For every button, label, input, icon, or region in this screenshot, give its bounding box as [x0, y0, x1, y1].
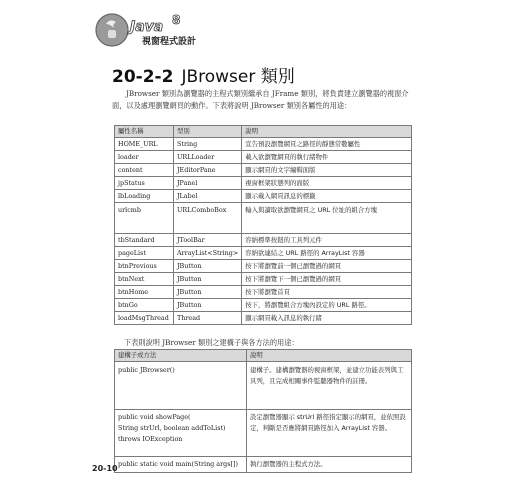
attr-name: urlcmb	[115, 203, 174, 234]
table-row	[115, 312, 412, 325]
attr-type: JPanel	[174, 177, 242, 190]
table-row	[115, 247, 412, 260]
attr-type: JButton	[174, 286, 242, 299]
method-desc: 設定瀏覽器顯示 strUrl 路徑指定顯示的網頁，並依照設定，判斷是否應將網頁路徑加入 ArrayList 容器。	[247, 410, 412, 457]
attr-name: pageList	[115, 247, 174, 260]
attr-desc: 顯示網頁載入訊息的執行緒	[242, 312, 412, 325]
attr-type: ArrayList<String>	[174, 247, 242, 260]
table-row	[115, 362, 412, 410]
section-title: JBrowser 類別	[181, 67, 295, 87]
attr-name: loader	[115, 151, 174, 164]
header-cell: 說明	[242, 126, 412, 138]
attr-type: String	[174, 138, 242, 151]
book-series-logo	[92, 10, 232, 50]
attr-type: JButton	[174, 299, 242, 312]
attr-name: tbStandard	[115, 234, 174, 247]
attr-type: URLComboBox	[174, 203, 242, 234]
method-signature: public JBrowser()	[115, 362, 247, 410]
page-number: 20-10	[92, 464, 118, 473]
table-row	[115, 273, 412, 286]
table-row	[115, 286, 412, 299]
table-row	[115, 410, 412, 457]
table-header-row	[115, 126, 412, 138]
attr-desc: 顯示載入網頁訊息的標籤	[242, 190, 412, 203]
method-desc: 執行瀏覽器的主程式方法。	[247, 457, 412, 473]
attributes-table	[114, 125, 412, 325]
attr-type: JEditorPane	[174, 164, 242, 177]
table-row	[115, 260, 412, 273]
attr-type: JButton	[174, 273, 242, 286]
table-row	[115, 457, 412, 473]
attr-type: Thread	[174, 312, 242, 325]
logo-version: 8	[172, 13, 181, 27]
attr-desc: 載入欲瀏覽網頁的執行緒物件	[242, 151, 412, 164]
intro-paragraph: JBrowser 類別為瀏覽器的主程式類別繼承自 JFrame 類別，將負責建立瀏覽器的視窗介面，以及處理瀏覽網頁的動作。下表將說明 JBrowser 類別各屬性的用途：	[112, 89, 409, 110]
logo-brand: Java	[130, 19, 164, 35]
attr-name: loadMsgThread	[115, 312, 174, 325]
attr-desc: 容納欲連結之 URL 路徑的 ArrayList 容器	[242, 247, 412, 260]
attr-type: JButton	[174, 260, 242, 273]
method-desc: 建構子。建構瀏覽器的視窗框架，並建立功能表列與工具列，且完成相關事件監聽器物件的註冊。	[247, 362, 412, 410]
table-row	[115, 177, 412, 190]
section-heading	[112, 62, 295, 87]
attr-desc: 輸入與讀取欲瀏覽網頁之 URL 位址的組合方塊	[242, 203, 412, 234]
table-row	[115, 299, 412, 312]
table-row	[115, 190, 412, 203]
header-cell: 說明	[247, 350, 412, 362]
method-signature: public void showPage( String strUrl, boolean addToList) throws IOException	[115, 410, 247, 457]
attr-name: btnPrevious	[115, 260, 174, 273]
attr-desc: 按下，將瀏覽組合方塊內設定的 URL 路徑。	[242, 299, 412, 312]
attr-name: btnHome	[115, 286, 174, 299]
attr-desc: 宣告預設瀏覽網頁之路徑的靜態常數屬性	[242, 138, 412, 151]
method-signature: public static void main(String args[])	[115, 457, 247, 473]
methods-table	[114, 349, 412, 473]
attr-name: btnNext	[115, 273, 174, 286]
attr-name: btnGo	[115, 299, 174, 312]
header-cell: 屬性名稱	[115, 126, 174, 138]
attr-desc: 視窗框架狀態列的面版	[242, 177, 412, 190]
attr-type: JLabel	[174, 190, 242, 203]
attr-desc: 按下將瀏覽下一個已瀏覽過的網頁	[242, 273, 412, 286]
attr-type: URLLoader	[174, 151, 242, 164]
attr-name: lbLoading	[115, 190, 174, 203]
attr-name: content	[115, 164, 174, 177]
attr-desc: 顯示網頁的文字編輯面版	[242, 164, 412, 177]
table-row	[115, 151, 412, 164]
table-header-row	[115, 350, 412, 362]
attr-desc: 按下將瀏覽前一個已瀏覽過的網頁	[242, 260, 412, 273]
table-row	[115, 138, 412, 151]
header-cell: 建構子或方法	[115, 350, 247, 362]
attr-desc: 容納標準按鈕的工具列元件	[242, 234, 412, 247]
methods-intro-paragraph: 下表則說明 JBrowser 類別之建構子與各方法的用途：	[124, 338, 299, 347]
header-cell: 型別	[174, 126, 242, 138]
attr-name: HOME_URL	[115, 138, 174, 151]
attr-type: JToolBar	[174, 234, 242, 247]
table-row	[115, 164, 412, 177]
table-row	[115, 234, 412, 247]
table-row	[115, 203, 412, 234]
section-number: 20-2-2	[112, 67, 174, 87]
attr-desc: 按下將瀏覽首頁	[242, 286, 412, 299]
logo-subtitle: 視窗程式設計	[142, 37, 197, 47]
attr-name: jpStatus	[115, 177, 174, 190]
